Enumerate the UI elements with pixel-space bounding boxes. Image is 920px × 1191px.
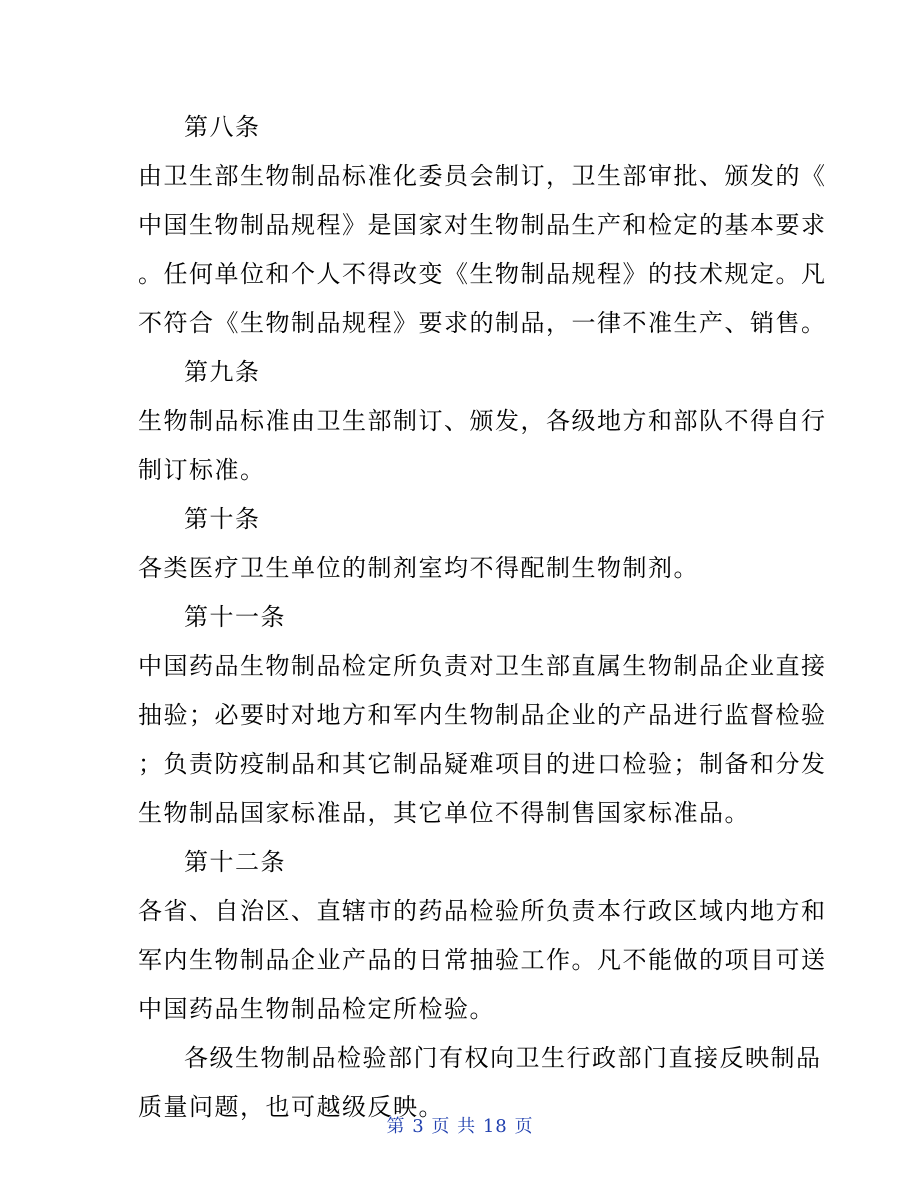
article-11-line: 中国药品生物制品检定所负责对卫生部直属生物制品企业直接 — [138, 652, 827, 680]
article-11-heading: 第十一条 — [184, 603, 286, 631]
article-12-line: 各省、自治区、直辖市的药品检验所负责本行政区域内地方和 — [138, 897, 827, 925]
article-11-line: ；负责防疫制品和其它制品疑难项目的进口检验；制备和分发 — [138, 750, 827, 778]
document-body — [138, 103, 827, 1132]
article-9-heading: 第九条 — [184, 358, 261, 386]
article-10-heading: 第十条 — [184, 505, 261, 533]
page-number-footer: 第 3 页 共 18 页 — [386, 1116, 534, 1137]
article-8-heading: 第八条 — [184, 113, 261, 141]
article-12-line: 中国药品生物制品检定所检验。 — [138, 995, 495, 1023]
article-8-line: 由卫生部生物制品标准化委员会制订，卫生部审批、颁发的《 — [138, 162, 827, 190]
article-12-para2-line: 各级生物制品检验部门有权向卫生行政部门直接反映制品 — [184, 1044, 822, 1072]
article-11-line: 抽验；必要时对地方和军内生物制品企业的产品进行监督检验 — [138, 701, 827, 729]
article-8-line: 。任何单位和个人不得改变《生物制品规程》的技术规定。凡 — [138, 260, 827, 288]
article-8-line: 中国生物制品规程》是国家对生物制品生产和检定的基本要求 — [138, 211, 827, 239]
article-12-heading: 第十二条 — [184, 848, 286, 876]
article-11-line: 生物制品国家标准品，其它单位不得制售国家标准品。 — [138, 799, 750, 827]
article-12-para2-line: 质量问题，也可越级反映。 — [138, 1093, 444, 1121]
article-8-line: 不符合《生物制品规程》要求的制品，一律不准生产、销售。 — [138, 309, 827, 337]
article-10-line: 各类医疗卫生单位的制剂室均不得配制生物制剂。 — [138, 554, 699, 582]
article-9-line: 制订标准。 — [138, 456, 266, 484]
article-9-line: 生物制品标准由卫生部制订、颁发，各级地方和部队不得自行 — [138, 407, 827, 435]
article-12-line: 军内生物制品企业产品的日常抽验工作。凡不能做的项目可送 — [138, 946, 827, 974]
